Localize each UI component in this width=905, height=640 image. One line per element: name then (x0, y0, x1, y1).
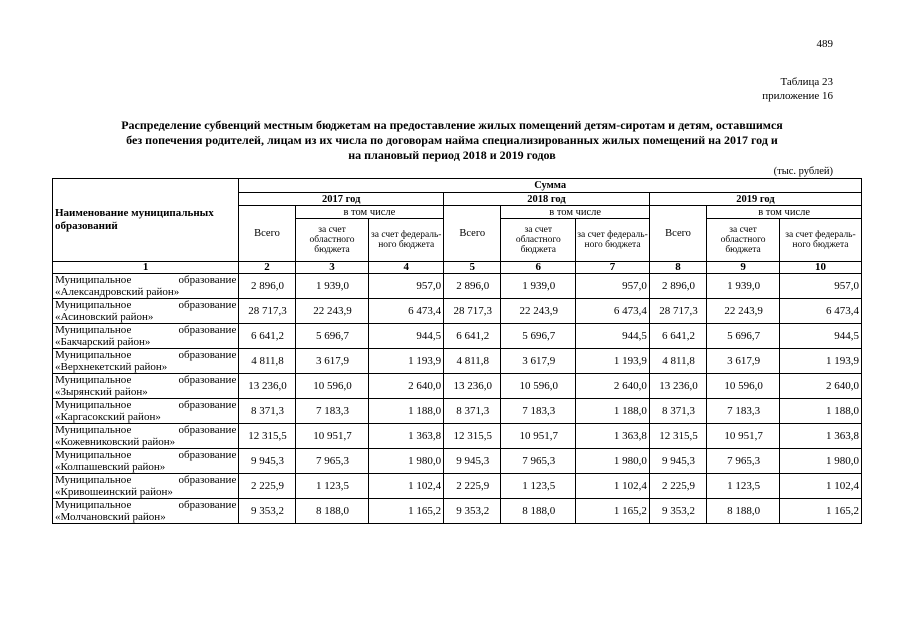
municipality-name-word: образование (178, 424, 237, 436)
municipality-name-word: образование (178, 374, 237, 386)
municipality-name-word: Муниципальное (55, 374, 132, 386)
municipality-name-title: «Кожевниковский район» (55, 436, 176, 448)
value-cell: 10 596,0 (707, 374, 780, 399)
value-cell: 3 617,9 (707, 349, 780, 374)
column-number: 9 (707, 262, 780, 274)
value-cell: 2 640,0 (576, 374, 650, 399)
value-cell: 10 596,0 (295, 374, 369, 399)
municipality-name (53, 324, 239, 349)
header-year-2019: 2019 год (649, 193, 861, 206)
column-number: 1 (53, 262, 239, 274)
value-cell: 1 193,9 (369, 349, 444, 374)
page-number: 489 (816, 38, 833, 50)
municipality-name (53, 399, 239, 424)
municipality-name (53, 274, 239, 299)
value-cell: 28 717,3 (649, 299, 706, 324)
municipality-name-word: Муниципальное (55, 274, 132, 286)
value-cell: 9 945,3 (239, 449, 295, 474)
value-cell: 957,0 (779, 274, 861, 299)
value-cell: 1 363,8 (779, 424, 861, 449)
municipality-name-word: образование (178, 274, 237, 286)
value-cell: 13 236,0 (444, 374, 501, 399)
column-number: 10 (779, 262, 861, 274)
value-cell: 1 193,9 (779, 349, 861, 374)
value-cell: 3 617,9 (501, 349, 576, 374)
value-cell: 8 371,3 (649, 399, 706, 424)
header-year-2017: 2017 год (239, 193, 444, 206)
header-including: в том числе (707, 206, 862, 219)
municipality-name-word: Муниципальное (55, 449, 132, 461)
value-cell: 1 102,4 (779, 474, 861, 499)
table-row (53, 299, 862, 324)
value-cell: 1 102,4 (369, 474, 444, 499)
municipality-name-word: Муниципальное (55, 299, 132, 311)
table-number: Таблица 23 (780, 76, 833, 88)
value-cell: 9 353,2 (239, 499, 295, 524)
value-cell: 8 188,0 (501, 499, 576, 524)
header-including: в том числе (501, 206, 649, 219)
municipality-name-word: Муниципальное (55, 499, 132, 511)
value-cell: 1 188,0 (779, 399, 861, 424)
column-number: 3 (295, 262, 369, 274)
column-number: 6 (501, 262, 576, 274)
municipality-name-title: «Каргасокский район» (55, 411, 161, 423)
value-cell: 9 353,2 (444, 499, 501, 524)
value-cell: 2 896,0 (444, 274, 501, 299)
value-cell: 12 315,5 (239, 424, 295, 449)
value-cell: 2 225,9 (444, 474, 501, 499)
value-cell: 944,5 (779, 324, 861, 349)
value-cell: 2 896,0 (239, 274, 295, 299)
municipality-name-word: образование (178, 349, 237, 361)
value-cell: 13 236,0 (649, 374, 706, 399)
value-cell: 28 717,3 (444, 299, 501, 324)
value-cell: 12 315,5 (649, 424, 706, 449)
value-cell: 3 617,9 (295, 349, 369, 374)
value-cell: 22 243,9 (295, 299, 369, 324)
table-row (53, 474, 862, 499)
value-cell: 1 123,5 (295, 474, 369, 499)
value-cell: 5 696,7 (501, 324, 576, 349)
header-federal: за счет федераль-ного бюджета (369, 219, 444, 262)
value-cell: 1 165,2 (576, 499, 650, 524)
municipality-name-word: Муниципальное (55, 399, 132, 411)
header-regional: за счет областного бюджета (295, 219, 369, 262)
value-cell: 7 183,3 (295, 399, 369, 424)
header-sum: Сумма (239, 179, 862, 193)
municipality-name-word: Муниципальное (55, 424, 132, 436)
municipality-name-title: «Молчановский район» (55, 511, 166, 523)
value-cell: 10 596,0 (501, 374, 576, 399)
value-cell: 4 811,8 (649, 349, 706, 374)
column-number: 4 (369, 262, 444, 274)
header-total: Всего (239, 206, 295, 262)
header-regional: за счет областного бюджета (707, 219, 780, 262)
value-cell: 1 123,5 (707, 474, 780, 499)
table-row (53, 424, 862, 449)
value-cell: 2 225,9 (649, 474, 706, 499)
value-cell: 13 236,0 (239, 374, 295, 399)
title-line: на плановый период 2018 и 2019 годов (348, 148, 556, 162)
value-cell: 2 640,0 (779, 374, 861, 399)
value-cell: 6 473,4 (369, 299, 444, 324)
value-cell: 1 980,0 (576, 449, 650, 474)
header-total: Всего (649, 206, 706, 262)
column-number: 7 (576, 262, 650, 274)
municipality-name-word: Муниципальное (55, 349, 132, 361)
value-cell: 1 939,0 (295, 274, 369, 299)
value-cell: 7 965,3 (295, 449, 369, 474)
value-cell: 1 193,9 (576, 349, 650, 374)
table-body (53, 274, 862, 524)
header-including: в том числе (295, 206, 443, 219)
municipality-name-word: образование (178, 299, 237, 311)
value-cell: 6 641,2 (649, 324, 706, 349)
value-cell: 9 945,3 (444, 449, 501, 474)
value-cell: 1 980,0 (779, 449, 861, 474)
value-cell: 28 717,3 (239, 299, 295, 324)
municipality-name-title: «Асиновский район» (55, 311, 154, 323)
municipality-name (53, 349, 239, 374)
municipality-name (53, 299, 239, 324)
column-number: 2 (239, 262, 295, 274)
value-cell: 5 696,7 (295, 324, 369, 349)
units-note: (тыс. рублей) (773, 166, 833, 177)
value-cell: 22 243,9 (501, 299, 576, 324)
value-cell: 1 939,0 (707, 274, 780, 299)
municipality-name-word: образование (178, 449, 237, 461)
value-cell: 1 939,0 (501, 274, 576, 299)
subvention-table (52, 178, 862, 524)
table-label (600, 75, 833, 103)
value-cell: 8 188,0 (295, 499, 369, 524)
value-cell: 944,5 (576, 324, 650, 349)
header-year-2018: 2018 год (444, 193, 650, 206)
value-cell: 1 980,0 (369, 449, 444, 474)
municipality-name-word: образование (178, 474, 237, 486)
value-cell: 1 188,0 (576, 399, 650, 424)
value-cell: 10 951,7 (295, 424, 369, 449)
value-cell: 6 473,4 (576, 299, 650, 324)
value-cell: 22 243,9 (707, 299, 780, 324)
value-cell: 8 188,0 (707, 499, 780, 524)
table-row (53, 324, 862, 349)
value-cell: 6 473,4 (779, 299, 861, 324)
value-cell: 2 225,9 (239, 474, 295, 499)
value-cell: 6 641,2 (239, 324, 295, 349)
value-cell: 1 102,4 (576, 474, 650, 499)
value-cell: 9 353,2 (649, 499, 706, 524)
table-row (53, 374, 862, 399)
table-row (53, 449, 862, 474)
value-cell: 8 371,3 (444, 399, 501, 424)
municipality-name-word: образование (178, 399, 237, 411)
municipality-name-word: Муниципальное (55, 474, 132, 486)
municipality-name-word: образование (178, 499, 237, 511)
header-federal: за счет федераль-ного бюджета (779, 219, 861, 262)
value-cell: 2 896,0 (649, 274, 706, 299)
column-number: 5 (444, 262, 501, 274)
value-cell: 10 951,7 (501, 424, 576, 449)
header-federal: за счет федераль-ного бюджета (576, 219, 650, 262)
municipality-name (53, 449, 239, 474)
municipality-name-title: «Верхнекетский район» (55, 361, 168, 373)
value-cell: 1 123,5 (501, 474, 576, 499)
value-cell: 4 811,8 (239, 349, 295, 374)
value-cell: 5 696,7 (707, 324, 780, 349)
municipality-name-word: Муниципальное (55, 324, 132, 336)
value-cell: 957,0 (369, 274, 444, 299)
municipality-name (53, 424, 239, 449)
municipality-name-title: «Кривошеинский район» (55, 486, 173, 498)
municipality-name-title: «Колпашевский район» (55, 461, 166, 473)
value-cell: 7 183,3 (707, 399, 780, 424)
value-cell: 7 965,3 (501, 449, 576, 474)
table-row (53, 399, 862, 424)
value-cell: 8 371,3 (239, 399, 295, 424)
value-cell: 2 640,0 (369, 374, 444, 399)
appendix-number: приложение 16 (762, 90, 833, 102)
header-total: Всего (444, 206, 501, 262)
municipality-name-title: «Зырянский район» (55, 386, 148, 398)
value-cell: 1 363,8 (369, 424, 444, 449)
value-cell: 1 165,2 (779, 499, 861, 524)
value-cell: 7 183,3 (501, 399, 576, 424)
header-name-column: Наименование муниципальных образований (53, 179, 239, 262)
header-regional: за счет областного бюджета (501, 219, 576, 262)
municipality-name (53, 499, 239, 524)
value-cell: 957,0 (576, 274, 650, 299)
value-cell: 10 951,7 (707, 424, 780, 449)
value-cell: 1 188,0 (369, 399, 444, 424)
municipality-name (53, 474, 239, 499)
value-cell: 7 965,3 (707, 449, 780, 474)
municipality-name-title: «Бакчарский район» (55, 336, 151, 348)
column-number: 8 (649, 262, 706, 274)
municipality-name-word: образование (178, 324, 237, 336)
value-cell: 6 641,2 (444, 324, 501, 349)
municipality-name (53, 374, 239, 399)
title-line: без попечения родителей, лицам из их числа по договорам найма специализированных жилых помещений на 2017 год и (126, 133, 778, 147)
table-row (53, 499, 862, 524)
value-cell: 9 945,3 (649, 449, 706, 474)
value-cell: 944,5 (369, 324, 444, 349)
title-line: Распределение субвенций местным бюджетам на предоставление жилых помещений детям-сиротам и детям, оставшимся (121, 118, 783, 132)
value-cell: 1 363,8 (576, 424, 650, 449)
value-cell: 1 165,2 (369, 499, 444, 524)
table-row (53, 349, 862, 374)
document-title (52, 118, 852, 163)
value-cell: 12 315,5 (444, 424, 501, 449)
table-row (53, 274, 862, 299)
municipality-name-title: «Александровский район» (55, 286, 180, 298)
value-cell: 4 811,8 (444, 349, 501, 374)
